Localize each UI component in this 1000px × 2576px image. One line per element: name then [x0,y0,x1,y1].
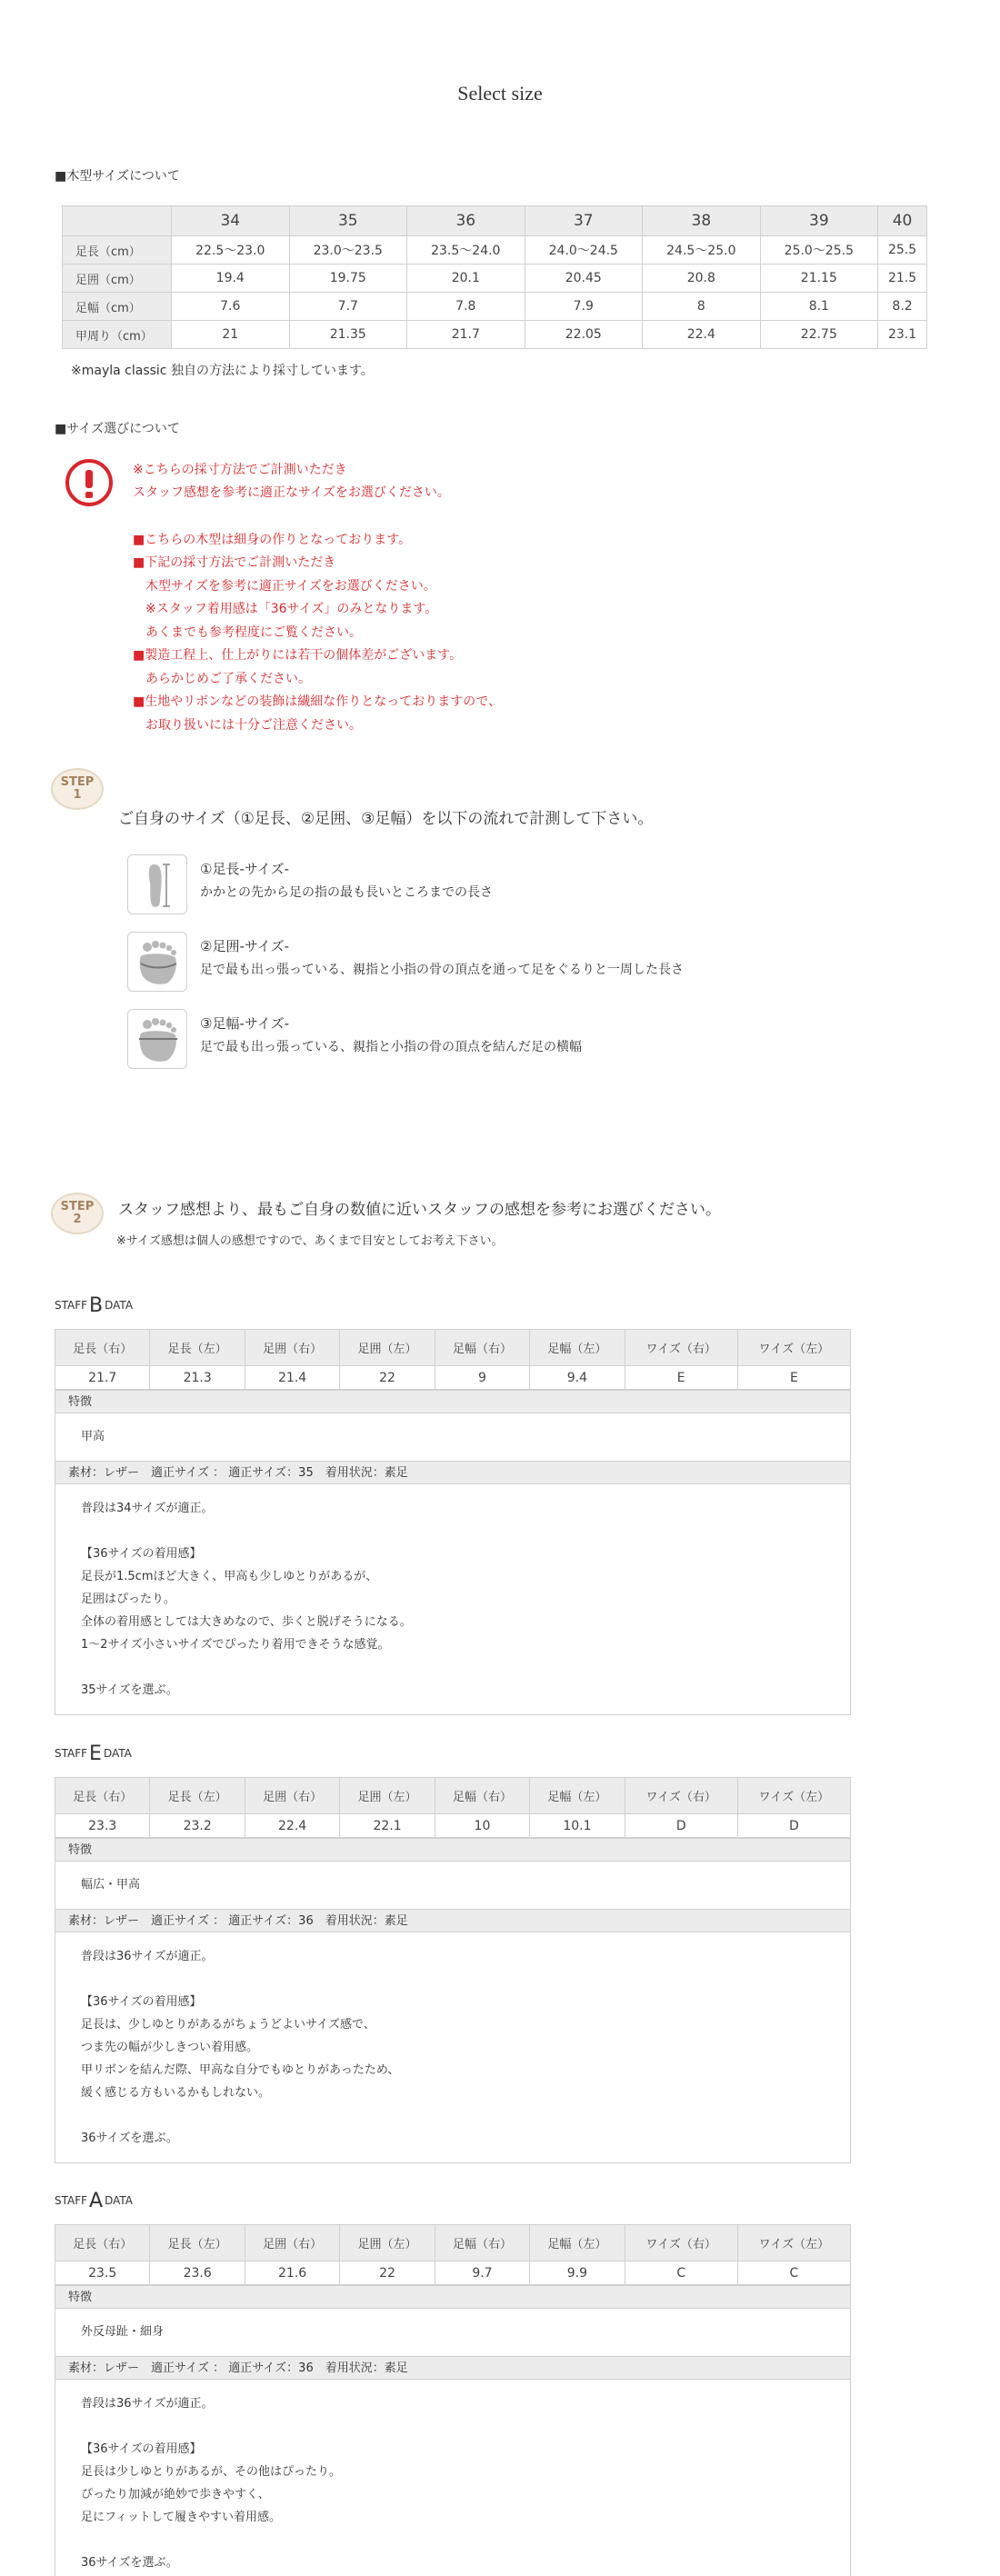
table-cell: 21.6 [245,2261,339,2285]
size-choice-line: あらかじめご了承ください。 [133,672,311,686]
row-label: 甲周り（cm） [63,321,172,349]
table-cell: 10.1 [530,1814,625,1838]
staff-table-header [55,2225,851,2261]
table-cell: 21.7 [55,1366,150,1390]
staff-e-heading: STAFFE DATA [55,1742,132,1765]
step2-note: ※サイズ感想は個人の感想ですので、あくまで目安としてお考え下さい。 [116,1234,504,1248]
size-choice-line: あくまでも参考程度にご覧ください。 [133,625,362,640]
table-cell: 9.7 [435,2261,529,2285]
last-size-row-girth [63,265,927,293]
table-cell: 20.8 [643,265,761,293]
page-title: Select size [457,82,543,105]
table-cell: 21.15 [760,265,878,293]
step1-badge-text: STEP 1 [60,775,95,802]
feature-value: 外反母趾・細身 [81,2325,165,2339]
table-cell: 7.6 [172,293,290,321]
table-cell: C [625,2261,737,2285]
staff-comment: 普段は36サイズが適正。 【36サイズの着用感】 足長は少しゆとりがあるが、その他はぴったり。 ぴったり加減が絶妙で歩きやすく、 足にフィットして履きやすい着用感。 36サイズを選ぶ。 [81,2397,342,2570]
row-label: 足長（cm） [63,236,172,265]
staff-a-heading: STAFFA DATA [55,2190,134,2212]
column-header: ワイズ（左） [737,2225,850,2261]
last-size-row-width [63,293,927,321]
step2-title: スタッフ感想より、最もご自身の数値に近いスタッフの感想を参考にお選びください。 [118,1201,721,1219]
table-cell: 21.3 [150,1366,245,1390]
staff-table-values [55,2261,851,2285]
column-header: 足囲（左） [340,2225,435,2261]
column-header: 足幅（左） [530,2225,625,2261]
table-cell: 23.2 [150,1814,245,1838]
table-cell: 8.2 [878,293,927,321]
column-header: 足長（左） [150,2225,245,2261]
size-col-40: 40 [878,206,927,236]
table-cell: 23.5 [55,2261,150,2285]
size-choice-line: ■下記の採寸方法でご計測いただき [133,555,336,570]
table-cell: 24.0〜24.5 [525,236,643,265]
table-cell: 23.1 [878,321,927,349]
table-cell: 21.5 [878,265,927,293]
column-header: 足囲（右） [245,1330,339,1366]
table-cell: 20.45 [525,265,643,293]
table-cell: 7.7 [289,293,407,321]
column-header: 足幅（左） [530,1778,625,1814]
step2-badge [47,1191,107,1238]
column-header: 足幅（右） [435,1330,529,1366]
material-info: 素材：レザー 適正サイズ ： 適正サイズ：36 着用状況：素足 [55,1909,850,1932]
staff-a-table [55,2224,851,2285]
measure-desc: 足で最も出っ張っている、親指と小指の骨の頂点を通って足をぐるりと一周した長さ [200,963,684,977]
table-cell: 22.05 [525,321,643,349]
measure-title: ③足幅-サイズ- [200,1015,290,1032]
table-cell: C [737,2261,850,2285]
staff-table-header [55,1778,851,1814]
size-choice-line: ※スタッフ着用感は「36サイズ」のみとなります。 [133,602,438,616]
size-col-36: 36 [407,206,525,236]
column-header: ワイズ（右） [625,1330,737,1366]
table-cell: 7.8 [407,293,525,321]
table-cell: 23.0〜23.5 [289,236,407,265]
table-cell: E [737,1366,850,1390]
material-info: 素材：レザー 適正サイズ ： 適正サイズ：36 着用状況：素足 [55,2356,850,2380]
column-header: 足長（右） [55,2225,150,2261]
table-cell: D [625,1814,737,1838]
table-cell: 9 [435,1366,529,1390]
material-info: 素材：レザー 適正サイズ ： 適正サイズ：35 着用状況：素足 [55,1461,850,1484]
column-header: 足囲（左） [340,1330,435,1366]
table-cell: 9.9 [530,2261,625,2285]
size-choice-line: お取り扱いには十分ご注意ください。 [133,718,362,733]
size-choice-line: ■製造工程上、仕上がりには若干の個体差がございます。 [133,648,463,663]
size-col-37: 37 [525,206,643,236]
feature-label: 特徴 [55,2285,850,2309]
measure-desc: かかとの先から足の指の最も長いところまでの長さ [200,885,493,900]
feature-label: 特徴 [55,1390,850,1413]
feature-value: 幅広・甲高 [81,1878,141,1892]
table-cell: 21.35 [289,321,407,349]
table-cell: 21 [172,321,290,349]
last-size-table [62,205,927,349]
column-header: 足長（右） [55,1778,150,1814]
table-cell: 23.6 [150,2261,245,2285]
table-cell: 21.4 [245,1366,339,1390]
column-header: ワイズ（左） [737,1778,850,1814]
table-cell: 21.7 [407,321,525,349]
table-cell: 22.5〜23.0 [172,236,290,265]
size-col-35: 35 [289,206,407,236]
staff-comment: 普段は34サイズが適正。 【36サイズの着用感】 足長が1.5cmほど大きく、甲高も少しゆとりがあるが、 足囲はぴったり。 全体の着用感としては大きめなので、歩くと脱げそうになる。 1〜2サイズ小さいサイズでぴったり着用できそうな感覚。 35サイズを選ぶ。 [81,1502,412,1697]
feature-value: 甲高 [81,1430,105,1443]
step1-badge [47,766,107,814]
size-choice-line: ※こちらの採寸方法でご計測いただき [133,463,347,477]
measure-title: ②足囲-サイズ- [200,938,290,954]
foot-length-icon [127,854,187,914]
column-header: 足幅（左） [530,1330,625,1366]
staff-table-header [55,1330,851,1366]
size-col-38: 38 [643,206,761,236]
column-header: ワイズ（右） [625,2225,737,2261]
table-cell: 8.1 [760,293,878,321]
staff-table-values [55,1814,851,1838]
column-header: 足囲（右） [245,2225,339,2261]
column-header: 足囲（右） [245,1778,339,1814]
size-choice-line: 木型サイズを参考に適正サイズをお選びください。 [133,579,436,594]
table-cell: 23.3 [55,1814,150,1838]
last-size-row-instep [63,321,927,349]
table-cell: E [625,1366,737,1390]
last-size-row-length [63,236,927,265]
size-choice-line: ■こちらの木型は細身の作りとなっております。 [133,533,412,547]
table-cell: 22.4 [245,1814,339,1838]
table-cell: 22 [340,1366,435,1390]
feature-label: 特徴 [55,1838,850,1862]
size-col-34: 34 [172,206,290,236]
column-header: 足長（左） [150,1330,245,1366]
table-cell: 8 [643,293,761,321]
column-header: 足幅（右） [435,2225,529,2261]
table-cell: 19.4 [172,265,290,293]
size-choice-line: ■生地やリボンなどの装飾は繊細な作りとなっておりますので、 [133,694,501,709]
row-label: 足幅（cm） [63,293,172,321]
table-cell: 22 [340,2261,435,2285]
staff-b-heading: STAFFB DATA [55,1294,134,1317]
column-header: ワイズ（左） [737,1330,850,1366]
table-cell: 19.75 [289,265,407,293]
staff-e-table [55,1777,851,1838]
table-cell: 7.9 [525,293,643,321]
table-cell: 22.1 [340,1814,435,1838]
staff-b-table [55,1329,851,1390]
table-cell: D [737,1814,850,1838]
foot-width-icon [127,1009,187,1069]
staff-e-details [55,1838,851,2163]
staff-a-details [55,2285,851,2576]
step1-title: ご自身のサイズ（①足長、②足囲、③足幅）を以下の流れで計測して下さい。 [118,810,654,828]
size-choice-line: スタッフ感想を参考に適正なサイズをお選びください。 [133,485,450,500]
last-size-header-row [63,206,927,236]
row-label: 足囲（cm） [63,265,172,293]
measure-title: ①足長-サイズ- [200,861,290,877]
step2-badge-text: STEP 2 [60,1200,95,1226]
table-cell: 22.75 [760,321,878,349]
column-header: 足長（左） [150,1778,245,1814]
table-cell: 20.1 [407,265,525,293]
staff-b-details [55,1390,851,1715]
size-col-39: 39 [760,206,878,236]
table-cell: 23.5〜24.0 [407,236,525,265]
table-cell: 22.4 [643,321,761,349]
staff-table-values [55,1366,851,1390]
column-header: 足幅（右） [435,1778,529,1814]
last-size-corner-cell [63,206,172,236]
table-cell: 24.5〜25.0 [643,236,761,265]
last-size-heading: ■木型サイズについて [55,169,180,184]
column-header: 足長（右） [55,1330,150,1366]
table-cell: 25.0〜25.5 [760,236,878,265]
last-size-note: ※mayla classic 独自の方法により採寸しています。 [71,364,374,378]
table-cell: 10 [435,1814,529,1838]
table-cell: 9.4 [530,1366,625,1390]
staff-comment: 普段は36サイズが適正。 【36サイズの着用感】 足長は、少しゆとりがあるがちょうどよいサイズ感で、 つま先の幅が少しきつい着用感。 甲リボンを結んだ際、甲高な自分でもゆとりがあったため、 緩く感じる方もいるかもしれない。 36サイズを選ぶ。 [81,1950,400,2145]
column-header: 足囲（左） [340,1778,435,1814]
exclamation-circle-icon [65,459,113,506]
foot-girth-icon [127,932,187,992]
table-cell: 25.5 [878,236,927,265]
column-header: ワイズ（右） [625,1778,737,1814]
measure-desc: 足で最も出っ張っている、親指と小指の骨の頂点を結んだ足の横幅 [200,1040,582,1054]
size-choice-heading: ■サイズ選びについて [55,422,180,436]
